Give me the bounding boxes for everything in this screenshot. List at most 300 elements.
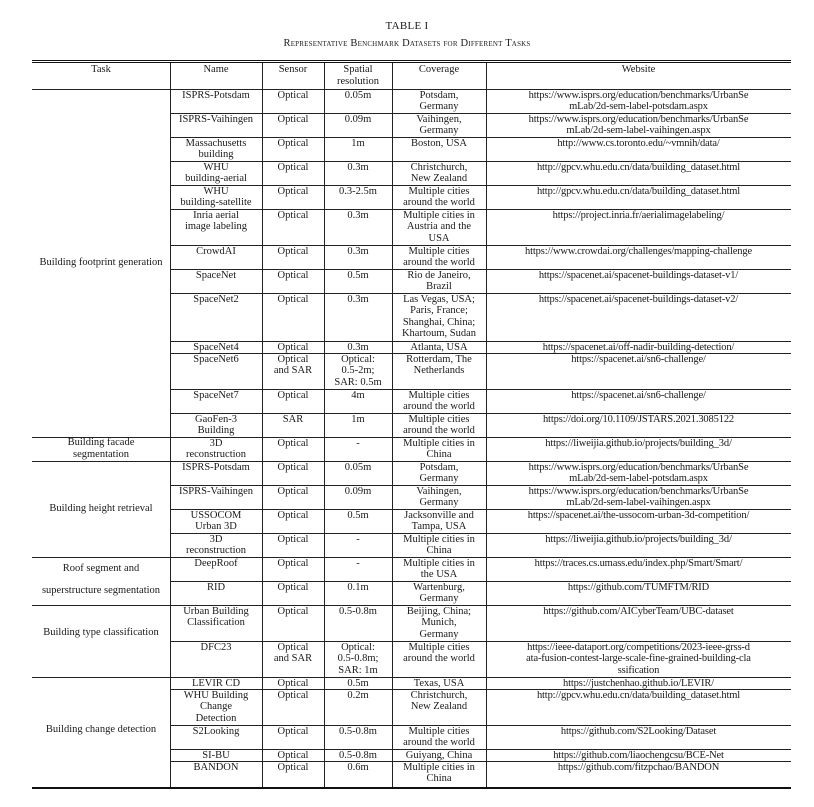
table-caption-number: TABLE I	[385, 20, 429, 32]
cell-web-line: https://liweijia.github.io/projects/building_3d/	[545, 533, 732, 545]
cell-cov-line: around the world	[403, 653, 475, 665]
cell-sensor-line: Optical	[277, 533, 309, 545]
cell-sensor-line: Optical	[277, 605, 309, 617]
cell-cov-line: Multiple cities	[408, 641, 470, 653]
cell-sensor-line: SAR	[282, 413, 304, 425]
cell-name	[170, 114, 262, 126]
task-cell	[32, 724, 170, 736]
cell-web[interactable]	[486, 90, 791, 113]
cell-web[interactable]	[486, 414, 791, 426]
cell-name	[170, 294, 262, 306]
cell-res-line: 0.5m	[347, 509, 369, 521]
cell-web-line: mLab/2d-sem-label-vaihingen.aspx	[566, 497, 711, 509]
cell-res	[324, 534, 392, 546]
cell-cov-line: around the world	[403, 425, 475, 437]
cell-cov-line: Germany	[419, 125, 459, 137]
cell-res-line: SAR: 1m	[338, 664, 378, 676]
cell-res-line: -	[356, 557, 360, 569]
cell-web-line: https://www.isprs.org/education/benchmarks/UrbanSe	[528, 485, 749, 497]
cell-web[interactable]	[486, 762, 791, 774]
cell-cov	[392, 138, 486, 150]
cell-web[interactable]	[486, 558, 791, 570]
cell-sensor-line: Optical	[277, 353, 309, 365]
cell-web[interactable]	[486, 678, 791, 690]
cell-cov-line: USA	[428, 232, 450, 244]
cell-sensor-line: Optical	[277, 761, 309, 773]
cell-cov-line: Beijing, China;	[406, 605, 472, 617]
cell-web-line: https://doi.org/10.1109/JSTARS.2021.3085122	[542, 413, 735, 425]
cell-res-line: 0.5m	[347, 677, 369, 689]
cell-web[interactable]	[486, 690, 791, 702]
cell-res-line: 0.1m	[347, 581, 369, 593]
cell-web-line: https://project.inria.fr/aerialimagelabeling/	[552, 209, 725, 221]
cell-web[interactable]	[486, 114, 791, 137]
cell-res	[324, 486, 392, 498]
cell-cov	[392, 186, 486, 209]
cell-name-line: SpaceNet4	[193, 341, 239, 353]
cell-cov-line: New Zealand	[410, 173, 468, 185]
task-cell	[32, 503, 170, 515]
cell-cov-line: China	[426, 449, 452, 461]
cell-res	[324, 726, 392, 738]
cell-sensor	[262, 114, 324, 126]
cell-web[interactable]	[486, 726, 791, 738]
cell-sensor-line: Optical	[277, 293, 309, 305]
cell-res-line: 0.2m	[347, 689, 369, 701]
cell-name-line: Inria aerial	[193, 209, 239, 221]
cell-sensor-line: Optical	[277, 641, 309, 653]
cell-sensor	[262, 642, 324, 665]
cell-name-line: WHU Building	[183, 689, 249, 701]
cell-sensor-line: Optical	[277, 677, 309, 689]
cell-cov-line: Germany	[419, 628, 459, 640]
cell-name	[170, 462, 262, 474]
cell-web[interactable]	[486, 510, 791, 522]
column-header-cov	[392, 64, 486, 76]
cell-sensor	[262, 582, 324, 594]
cell-sensor-line: Optical	[277, 725, 309, 737]
cell-cov-line: Paris, France;	[410, 305, 468, 317]
column-header-sensor	[262, 64, 324, 76]
cell-cov	[392, 486, 486, 509]
cell-sensor-line: Optical	[277, 209, 309, 221]
cell-res-line: 4m	[351, 389, 365, 401]
cell-cov-line: Multiple cities	[408, 185, 470, 197]
cell-web-line: https://github.com/liaochengcsu/BCE-Net	[553, 749, 724, 761]
cell-name	[170, 558, 262, 570]
column-header-line: resolution	[337, 75, 379, 87]
cell-sensor-line: and SAR	[273, 653, 313, 665]
cell-sensor	[262, 414, 324, 426]
cell-res	[324, 294, 392, 306]
task-label-line: Building change detection	[45, 724, 157, 736]
cell-web[interactable]	[486, 270, 791, 282]
cell-cov	[392, 414, 486, 437]
cell-web-line: https://spacenet.ai/sn6-challenge/	[571, 353, 706, 365]
cell-name-line: SpaceNet7	[193, 389, 239, 401]
cell-sensor-line: Optical	[277, 245, 309, 257]
cell-cov-line: Multiple cities in	[403, 533, 475, 545]
cell-web-line: https://liweijia.github.io/projects/building_3d/	[545, 437, 732, 449]
cell-cov	[392, 534, 486, 557]
cell-web-line: mLab/2d-sem-label-potsdam.aspx	[569, 473, 708, 485]
cell-sensor-line: Optical	[277, 749, 309, 761]
cell-cov-line: Germany	[419, 497, 459, 509]
column-header-web	[486, 64, 791, 76]
cell-cov	[392, 462, 486, 485]
cell-web-line: https://github.com/S2Looking/Dataset	[560, 725, 717, 737]
table-caption-title: Representative Benchmark Datasets for Different Tasks	[283, 38, 531, 49]
cell-res-line: -	[356, 437, 360, 449]
cell-web[interactable]	[486, 462, 791, 485]
cell-web[interactable]	[486, 138, 791, 150]
cell-web[interactable]	[486, 162, 791, 174]
cell-name	[170, 162, 262, 185]
cell-name-line: ISPRS-Vaihingen	[178, 113, 254, 125]
cell-name-line: SpaceNet	[195, 269, 237, 281]
cell-cov-line: Germany	[419, 593, 459, 605]
cell-cov	[392, 390, 486, 413]
cell-cov-line: Multiple cities in	[403, 209, 475, 221]
cell-cov-line: Munich,	[421, 617, 457, 629]
cell-name	[170, 678, 262, 690]
cell-sensor-line: Optical	[277, 161, 309, 173]
cell-web[interactable]	[486, 294, 791, 306]
cell-sensor	[262, 342, 324, 354]
cell-name	[170, 606, 262, 629]
cell-sensor-line: Optical	[277, 341, 309, 353]
cell-sensor	[262, 210, 324, 222]
cell-res-line: 0.3m	[347, 209, 369, 221]
cell-web-line: ata-fusion-contest-large-scale-fine-grained-building-cla	[526, 653, 751, 665]
cell-res-line: 1m	[351, 137, 365, 149]
cell-res	[324, 354, 392, 389]
cell-name-line: Detection	[195, 712, 237, 724]
cell-web[interactable]	[486, 642, 791, 677]
cell-cov	[392, 342, 486, 354]
cell-cov-line: Shanghai, China;	[402, 316, 476, 328]
cell-cov-line: New Zealand	[410, 701, 468, 713]
cell-cov-line: Multiple cities in	[403, 761, 475, 773]
cell-web-line: https://justchenhao.github.io/LEVIR/	[563, 677, 714, 689]
cell-web[interactable]	[486, 390, 791, 402]
cell-name	[170, 486, 262, 498]
cell-cov-line: Potsdam,	[419, 461, 459, 473]
task-label-line: Roof segment and	[62, 563, 140, 574]
cell-cov	[392, 678, 486, 690]
cell-web[interactable]	[486, 534, 791, 546]
cell-cov-line: around the world	[403, 257, 475, 269]
cell-sensor	[262, 390, 324, 402]
cell-cov-line: Netherlands	[413, 365, 465, 377]
cell-web[interactable]	[486, 582, 791, 594]
cell-cov-line: Guiyang, China	[405, 749, 473, 761]
cell-name-line: building-satellite	[180, 197, 252, 209]
cell-res	[324, 438, 392, 450]
cell-sensor	[262, 186, 324, 198]
cell-sensor-line: Optical	[277, 485, 309, 497]
cell-name	[170, 390, 262, 402]
cell-sensor	[262, 462, 324, 474]
cell-name-line: reconstruction	[185, 545, 247, 557]
cell-name-line: RID	[206, 581, 226, 593]
cell-name	[170, 354, 262, 366]
cell-cov	[392, 210, 486, 245]
cell-sensor-line: Optical	[277, 689, 309, 701]
cell-sensor-line: Optical	[277, 389, 309, 401]
cell-cov	[392, 162, 486, 185]
cell-sensor	[262, 486, 324, 498]
cell-name-line: DeepRoof	[194, 557, 238, 569]
cell-cov	[392, 246, 486, 269]
task-label-line: segmentation	[73, 448, 129, 460]
cell-cov	[392, 582, 486, 605]
column-header-line: Task	[91, 64, 111, 75]
cell-web[interactable]	[486, 486, 791, 509]
cell-cov-line: Rio de Janeiro,	[407, 269, 471, 281]
cell-cov-line: Vaihingen,	[416, 113, 462, 125]
cell-cov-line: China	[426, 773, 452, 785]
cell-cov-line: Multiple cities in	[403, 557, 475, 569]
cell-res	[324, 186, 392, 198]
task-label-line: Building footprint generation	[39, 257, 163, 269]
cell-name	[170, 210, 262, 233]
cell-res-line: 0.09m	[344, 113, 372, 125]
task-label-line: Building facade	[67, 437, 135, 449]
cell-name-line: image labeling	[184, 221, 248, 233]
cell-cov-line: Tampa, USA	[411, 521, 467, 533]
cell-res-line: 0.5m	[347, 269, 369, 281]
cell-name-line: Classification	[187, 617, 245, 629]
column-header-line: Sensor	[278, 64, 308, 75]
cell-sensor	[262, 438, 324, 450]
column-header-line: Website	[621, 64, 656, 75]
cell-name-line: 3D	[209, 437, 223, 449]
cell-web-line: https://spacenet.ai/spacenet-buildings-dataset-v2/	[538, 293, 739, 305]
cell-web[interactable]	[486, 186, 791, 198]
cell-cov	[392, 726, 486, 749]
cell-sensor	[262, 558, 324, 570]
cell-name-line: building	[198, 149, 234, 161]
cell-res	[324, 750, 392, 762]
cell-web-line: http://gpcv.whu.edu.cn/data/building_dataset.html	[536, 185, 741, 197]
cell-res-line: 0.3m	[347, 245, 369, 257]
column-header-line: Name	[203, 64, 229, 75]
cell-web[interactable]	[486, 606, 791, 618]
cell-res	[324, 678, 392, 690]
cell-web[interactable]	[486, 354, 791, 366]
cell-name	[170, 270, 262, 282]
cell-name-line: SI-BU	[202, 749, 230, 761]
cell-cov	[392, 642, 486, 665]
cell-name-line: Building	[197, 425, 235, 437]
cell-sensor-line: and SAR	[273, 365, 313, 377]
cell-name-line: WHU	[203, 185, 229, 197]
cell-sensor-line: Optical	[277, 89, 309, 101]
cell-web-line: https://github.com/fitzpchao/BANDON	[557, 761, 720, 773]
cell-res	[324, 90, 392, 102]
cell-web-line: https://github.com/AICyberTeam/UBC-dataset	[543, 605, 734, 617]
cell-cov-line: Brazil	[426, 281, 452, 293]
cell-web-line: http://gpcv.whu.edu.cn/data/building_dataset.html	[536, 161, 741, 173]
cell-cov-line: Austria and the	[406, 221, 472, 233]
cell-cov-line: Multiple cities	[408, 413, 470, 425]
cell-res-line: 0.5-0.8m	[339, 749, 377, 761]
cell-sensor	[262, 138, 324, 150]
cell-name	[170, 186, 262, 209]
cell-res-line: 0.05m	[344, 89, 372, 101]
cell-cov	[392, 606, 486, 641]
cell-sensor-line: Optical	[277, 509, 309, 521]
cell-name	[170, 762, 262, 774]
cell-cov-line: around the world	[403, 401, 475, 413]
cell-name	[170, 642, 262, 654]
cell-res-line: Optical:	[341, 641, 375, 653]
cell-res-line: 1m	[351, 413, 365, 425]
cell-web[interactable]	[486, 210, 791, 222]
cell-cov-line: the USA	[420, 569, 458, 581]
cell-cov-line: Khartoum, Sudan	[401, 328, 477, 340]
cell-name-line: ISPRS-Vaihingen	[178, 485, 254, 497]
cell-web-line: https://traces.cs.umass.edu/index.php/Smart/Smart/	[534, 557, 743, 569]
cell-res	[324, 582, 392, 594]
cell-res	[324, 114, 392, 126]
cell-name-line: ISPRS-Potsdam	[182, 89, 250, 101]
cell-cov-line: Las Vegas, USA;	[403, 293, 475, 305]
cell-res-line: 0.6m	[347, 761, 369, 773]
cell-res-line: 0.3m	[347, 161, 369, 173]
cell-name-line: GaoFen-3	[195, 413, 237, 425]
cell-web-line: https://www.crowdai.org/challenges/mapping-challenge	[525, 245, 752, 257]
cell-web-line: https://www.isprs.org/education/benchmarks/UrbanSe	[528, 113, 749, 125]
cell-name-line: LEVIR CD	[191, 677, 241, 689]
cell-name-line: DFC23	[200, 641, 232, 653]
cell-name	[170, 438, 262, 461]
cell-web-line: https://spacenet.ai/off-nadir-building-detection/	[542, 341, 735, 353]
cell-name	[170, 534, 262, 557]
cell-res	[324, 270, 392, 282]
cell-name	[170, 750, 262, 762]
cell-cov-line: Potsdam,	[419, 89, 459, 101]
task-label-line: superstructure segmentation	[41, 585, 161, 596]
cell-web-line: http://gpcv.whu.edu.cn/data/building_dataset.html	[536, 689, 741, 701]
cell-web-line: mLab/2d-sem-label-potsdam.aspx	[569, 101, 708, 113]
cell-name-line: BANDON	[193, 761, 239, 773]
cell-name-line: SpaceNet6	[193, 353, 239, 365]
cell-cov-line: Multiple cities	[408, 725, 470, 737]
cell-cov-line: Wartenburg,	[413, 581, 465, 593]
cell-name-line: Urban Building	[183, 605, 249, 617]
cell-web[interactable]	[486, 342, 791, 354]
cell-sensor	[262, 726, 324, 738]
cell-res	[324, 606, 392, 618]
cell-name	[170, 510, 262, 533]
cell-res-line: 0.5-0.8m;	[337, 653, 379, 665]
cell-res	[324, 342, 392, 354]
cell-cov-line: around the world	[403, 737, 475, 749]
cell-web-line: https://spacenet.ai/sn6-challenge/	[571, 389, 706, 401]
task-cell	[32, 627, 170, 639]
cell-name-line: Change	[199, 701, 233, 713]
task-cell	[32, 257, 170, 269]
cell-cov-line: Texas, USA	[413, 677, 465, 689]
cell-name	[170, 414, 262, 437]
cell-res-line: 0.3m	[347, 341, 369, 353]
cell-name	[170, 342, 262, 354]
cell-cov-line: Atlanta, USA	[410, 341, 468, 353]
cell-cov-line: Boston, USA	[410, 137, 467, 149]
cell-name	[170, 246, 262, 258]
cell-sensor-line: Optical	[277, 437, 309, 449]
cell-res	[324, 762, 392, 774]
cell-sensor	[262, 270, 324, 282]
cell-cov-line: Rotterdam, The	[406, 353, 472, 365]
cell-sensor	[262, 534, 324, 546]
cell-name	[170, 690, 262, 725]
column-header-line: Spatial	[343, 64, 373, 75]
cell-res	[324, 558, 392, 570]
cell-sensor-line: Optical	[277, 185, 309, 197]
cell-sensor	[262, 294, 324, 306]
cell-name	[170, 90, 262, 102]
cell-web-line: https://www.isprs.org/education/benchmarks/UrbanSe	[528, 461, 749, 473]
table-top-rule-inner	[32, 62, 791, 63]
cell-sensor	[262, 510, 324, 522]
cell-res-line: SAR: 0.5m	[334, 376, 382, 388]
cell-res-line: 0.5-2m;	[341, 365, 375, 377]
cell-sensor	[262, 678, 324, 690]
cell-res-line: -	[356, 533, 360, 545]
cell-sensor	[262, 162, 324, 174]
cell-cov	[392, 762, 486, 785]
cell-cov-line: China	[426, 545, 452, 557]
cell-cov-line: Multiple cities	[408, 245, 470, 257]
cell-cov	[392, 294, 486, 340]
cell-web[interactable]	[486, 750, 791, 762]
cell-cov-line: Multiple cities	[408, 389, 470, 401]
cell-sensor-line: Optical	[277, 137, 309, 149]
cell-cov	[392, 114, 486, 137]
cell-web[interactable]	[486, 246, 791, 258]
cell-web-line: https://spacenet.ai/the-ussocom-urban-3d-competition/	[527, 509, 750, 521]
cell-sensor	[262, 354, 324, 377]
cell-sensor	[262, 90, 324, 102]
cell-name-line: building-aerial	[185, 173, 247, 185]
cell-web-line: https://ieee-dataport.org/competitions/2023-ieee-grss-d	[527, 641, 750, 653]
cell-name-line: ISPRS-Potsdam	[182, 461, 250, 473]
cell-cov-line: Jacksonville and	[404, 509, 474, 521]
cell-cov	[392, 690, 486, 713]
cell-res	[324, 462, 392, 474]
cell-sensor-line: Optical	[277, 461, 309, 473]
cell-cov-line: Christchurch,	[410, 689, 468, 701]
cell-name	[170, 138, 262, 161]
cell-cov-line: Germany	[419, 101, 459, 113]
cell-name-line: USSOCOM	[190, 509, 242, 521]
cell-web[interactable]	[486, 438, 791, 450]
cell-cov-line: Germany	[419, 473, 459, 485]
cell-name-line: S2Looking	[192, 725, 240, 737]
task-label-line: Building type classification	[43, 627, 159, 639]
cell-sensor-line: Optical	[277, 269, 309, 281]
cell-res	[324, 162, 392, 174]
cell-web-line: https://www.isprs.org/education/benchmarks/UrbanSe	[528, 89, 749, 101]
cell-res-line: 0.05m	[344, 461, 372, 473]
cell-cov	[392, 750, 486, 762]
task-label-line: Building height retrieval	[49, 503, 153, 515]
column-header-name	[170, 64, 262, 76]
cell-name	[170, 582, 262, 594]
